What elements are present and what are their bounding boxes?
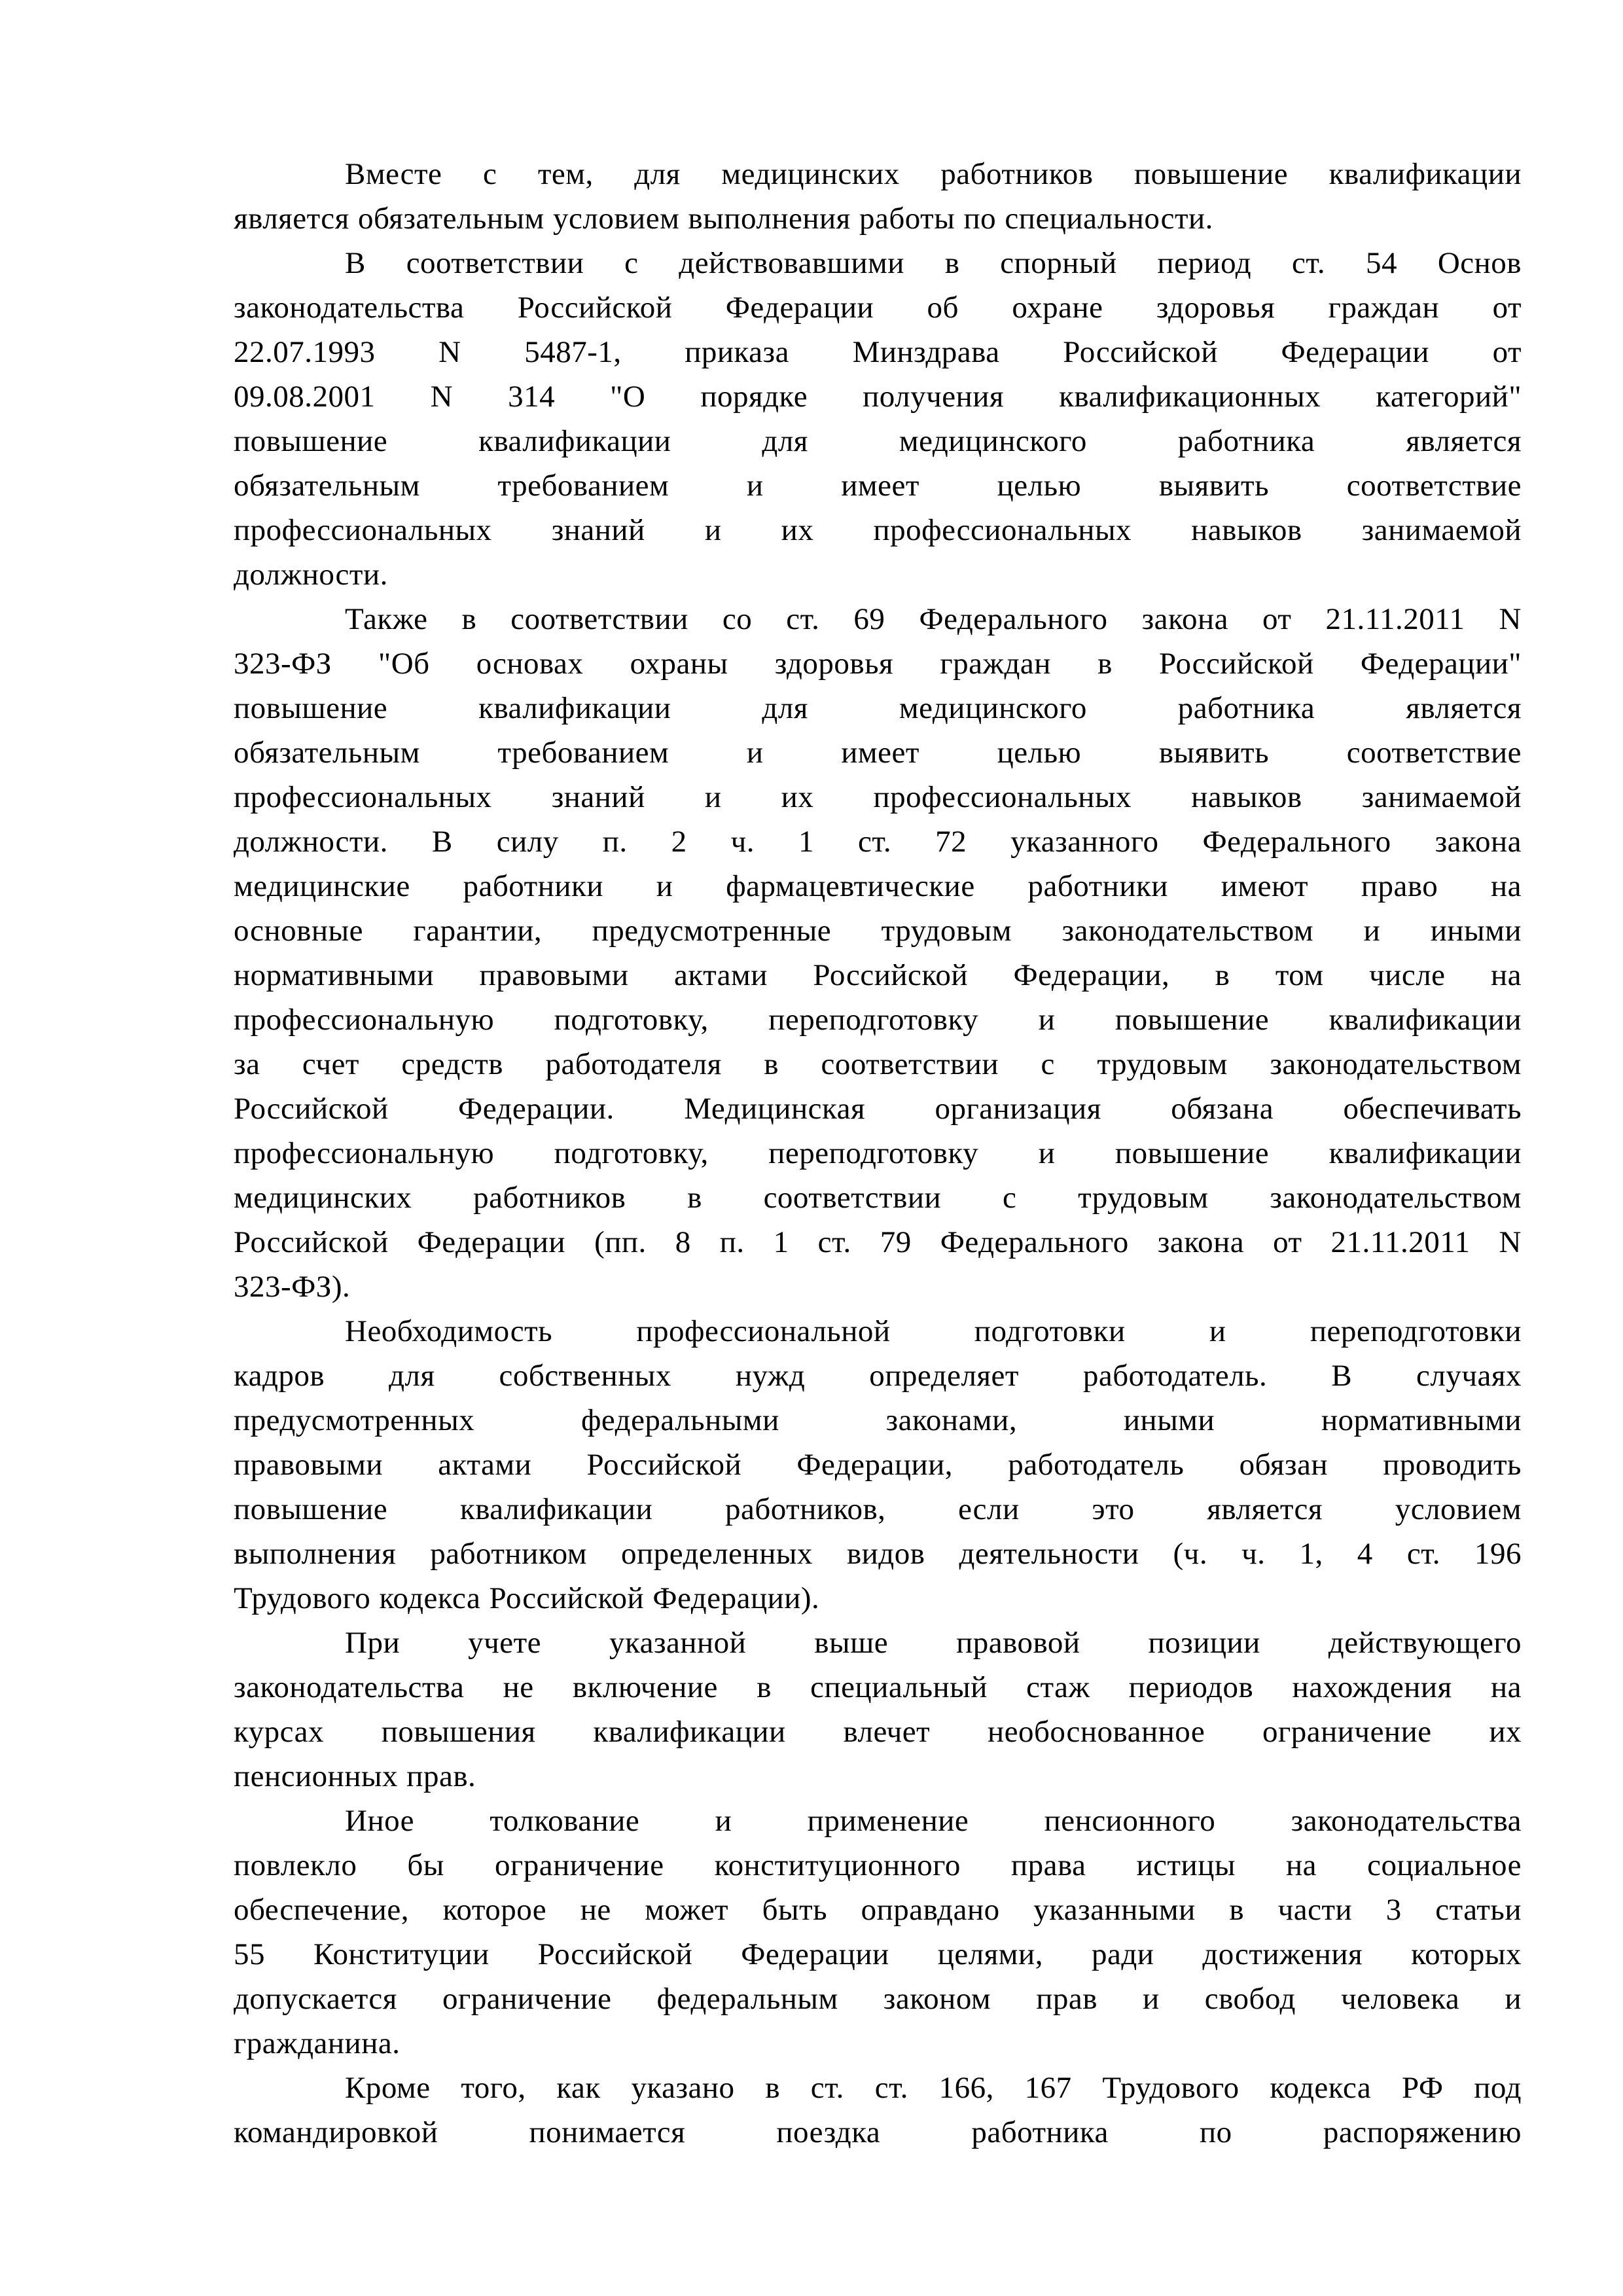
text-line: профессиональных знаний и их профессиональных навыков занимаемой: [234, 780, 1522, 814]
paragraph: [234, 597, 1522, 1309]
text-line: пенсионных прав.: [234, 1759, 476, 1793]
text-line: Вместе с тем, для медицинских работников повышение квалификации: [345, 157, 1522, 191]
text-line: 323-ФЗ "Об основах охраны здоровья граждан в Российской Федерации": [234, 647, 1522, 681]
text-line: гражданина.: [234, 2026, 401, 2060]
text-line: 22.07.1993 N 5487-1, приказа Минздрава Российской Федерации от: [234, 335, 1522, 369]
text-line: предусмотренных федеральными законами, иными нормативными: [234, 1403, 1522, 1437]
text-line: курсах повышения квалификации влечет необоснованное ограничение их: [234, 1715, 1522, 1749]
text-line: законодательства не включение в специальный стаж периодов нахождения на: [234, 1670, 1522, 1704]
text-line: обеспечение, которое не может быть оправдано указанными в части 3 статьи: [234, 1893, 1522, 1927]
paragraph: [234, 241, 1522, 597]
text-line: обязательным требованием и имеет целью выявить соответствие: [234, 736, 1522, 770]
paragraph: [234, 1621, 1522, 1799]
text-line: повышение квалификации работников, если это является условием: [234, 1492, 1522, 1526]
text-line: за счет средств работодателя в соответствии с трудовым законодательством: [234, 1047, 1522, 1081]
text-line: обязательным требованием и имеет целью выявить соответствие: [234, 469, 1522, 503]
text-line: медицинские работники и фармацевтические работники имеют право на: [234, 869, 1522, 903]
text-line: В соответствии с действовавшими в спорный период ст. 54 Основ: [345, 246, 1522, 280]
paragraph: [234, 2066, 1522, 2155]
text-line: выполнения работником определенных видов деятельности (ч. ч. 1, 4 ст. 196: [234, 1537, 1522, 1571]
text-line: профессиональных знаний и их профессиональных навыков занимаемой: [234, 513, 1522, 547]
text-line: Трудового кодекса Российской Федерации).: [234, 1581, 820, 1615]
text-line: 323-ФЗ).: [234, 1270, 351, 1304]
text-line: Кроме того, как указано в ст. ст. 166, 167 Трудового кодекса РФ под: [345, 2071, 1522, 2105]
text-line: Необходимость профессиональной подготовки и переподготовки: [345, 1314, 1522, 1348]
text-line: Российской Федерации. Медицинская организация обязана обеспечивать: [234, 1092, 1522, 1126]
text-line: Иное толкование и применение пенсионного законодательства: [345, 1804, 1522, 1838]
text-line: Также в соответствии со ст. 69 Федерального закона от 21.11.2011 N: [345, 602, 1522, 636]
paragraph: [234, 152, 1522, 241]
text-line: является обязательным условием выполнения работы по специальности.: [234, 202, 1213, 236]
text-line: профессиональную подготовку, переподготовку и повышение квалификации: [234, 1136, 1522, 1170]
text-line: допускается ограничение федеральным законом прав и свобод человека и: [234, 1982, 1522, 2016]
text-line: При учете указанной выше правовой позиции действующего: [345, 1626, 1522, 1660]
text-line: повлекло бы ограничение конституционного права истицы на социальное: [234, 1848, 1522, 1882]
text-line: правовыми актами Российской Федерации, работодатель обязан проводить: [234, 1448, 1522, 1482]
text-line: законодательства Российской Федерации об охране здоровья граждан от: [234, 291, 1522, 325]
text-line: кадров для собственных нужд определяет работодатель. В случаях: [234, 1359, 1522, 1393]
text-line: нормативными правовыми актами Российской Федерации, в том числе на: [234, 958, 1522, 992]
text-line: 09.08.2001 N 314 "О порядке получения квалификационных категорий": [234, 380, 1522, 414]
paragraph: [234, 1309, 1522, 1621]
text-line: должности.: [234, 558, 388, 592]
text-line: 55 Конституции Российской Федерации целями, ради достижения которых: [234, 1937, 1522, 1971]
text-line: медицинских работников в соответствии с трудовым законодательством: [234, 1181, 1522, 1215]
text-line: Российской Федерации (пп. 8 п. 1 ст. 79 Федерального закона от 21.11.2011 N: [234, 1225, 1522, 1259]
text-line: повышение квалификации для медицинского работника является: [234, 424, 1522, 458]
text-line: должности. В силу п. 2 ч. 1 ст. 72 указанного Федерального закона: [234, 825, 1522, 859]
text-line: повышение квалификации для медицинского работника является: [234, 691, 1522, 725]
text-line: профессиональную подготовку, переподготовку и повышение квалификации: [234, 1003, 1522, 1037]
paragraph: [234, 1799, 1522, 2066]
text-line: командировкой понимается поездка работника по распоряжению: [234, 2115, 1522, 2149]
text-line: основные гарантии, предусмотренные трудовым законодательством и иными: [234, 914, 1522, 948]
document-content: [234, 152, 1522, 2155]
